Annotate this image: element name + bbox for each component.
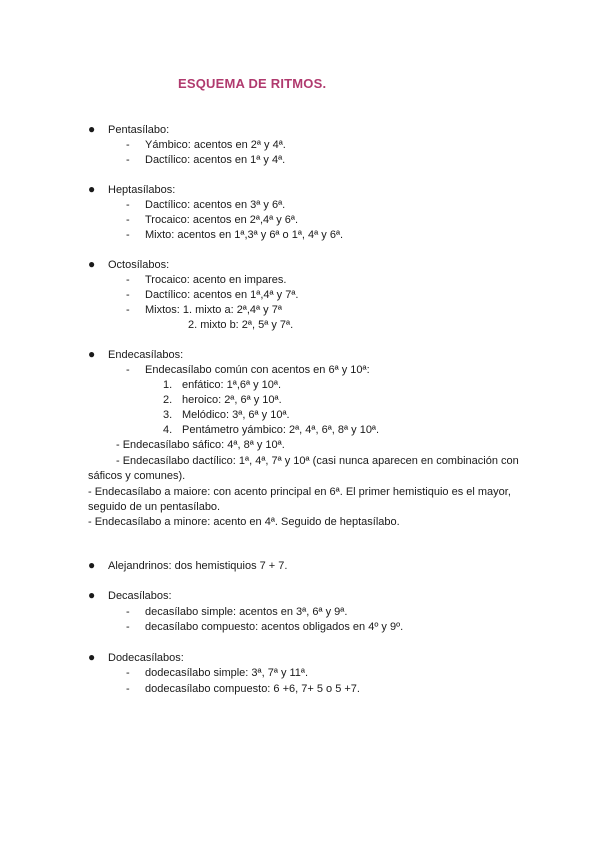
text-line: seguido de un pentasílabo. bbox=[88, 501, 221, 513]
dash-icon: - bbox=[126, 214, 130, 226]
list-number: 2. bbox=[163, 394, 173, 406]
list-item: dodecasílabo compuesto: 6 +6, 7+ 5 o 5 +7. bbox=[145, 683, 360, 695]
list-item-continuation: 2. mixto b: 2ª, 5ª y 7ª. bbox=[188, 319, 294, 331]
list-item: Trocaico: acentos en 2ª,4ª y 6ª. bbox=[145, 214, 299, 226]
bullet-icon: ● bbox=[88, 182, 96, 196]
numbered-item: heroico: 2ª, 6ª y 10ª. bbox=[182, 394, 282, 406]
list-number: 4. bbox=[163, 424, 173, 436]
list-item: Trocaico: acento en impares. bbox=[145, 274, 287, 286]
section-label: Endecasílabos: bbox=[108, 349, 184, 361]
list-item: Mixto: acentos en 1ª,3ª y 6ª o 1ª, 4ª y 6ª. bbox=[145, 229, 344, 241]
dash-icon: - bbox=[126, 606, 130, 618]
list-number: 1. bbox=[163, 379, 173, 391]
list-item: decasílabo simple: acentos en 3ª, 6ª y 9ª. bbox=[145, 606, 348, 618]
list-item: Yámbico: acentos en 2ª y 4ª. bbox=[145, 139, 286, 151]
dash-icon: - bbox=[126, 621, 130, 633]
bullet-icon: ● bbox=[88, 558, 96, 572]
dash-icon: - bbox=[126, 229, 130, 241]
dash-icon: - bbox=[126, 199, 130, 211]
list-item: decasílabo compuesto: acentos obligados en 4º y 9º. bbox=[145, 621, 404, 633]
list-item: Dactílico: acentos en 1ª,4ª y 7ª. bbox=[145, 289, 299, 301]
bullet-icon: ● bbox=[88, 257, 96, 271]
dash-icon: - bbox=[126, 304, 130, 316]
dash-icon: - bbox=[126, 154, 130, 166]
dash-icon: - bbox=[126, 139, 130, 151]
numbered-item: Pentámetro yámbico: 2ª, 4ª, 6ª, 8ª y 10ª. bbox=[182, 424, 380, 436]
section-label: Dodecasílabos: bbox=[108, 652, 184, 664]
text-line: - Endecasílabo a maiore: con acento principal en 6ª. El primer hemistiquio es el mayor, bbox=[88, 486, 511, 498]
dash-icon: - bbox=[126, 364, 130, 376]
section-label: Octosílabos: bbox=[108, 259, 170, 271]
section-label: Heptasílabos: bbox=[108, 184, 176, 196]
text-line: - Endecasílabo dactílico: 1ª, 4ª, 7ª y 10ª (casi nunca aparecen en combinación con bbox=[116, 455, 519, 467]
list-item: Dactílico: acentos en 1ª y 4ª. bbox=[145, 154, 286, 166]
numbered-item: Melódico: 3ª, 6ª y 10ª. bbox=[182, 409, 290, 421]
section-label: Alejandrinos: dos hemistiquios 7 + 7. bbox=[108, 560, 288, 572]
bullet-icon: ● bbox=[88, 650, 96, 664]
dash-icon: - bbox=[126, 274, 130, 286]
text-line: - Endecasílabo sáfico: 4ª, 8ª y 10ª. bbox=[116, 439, 285, 451]
dash-icon: - bbox=[126, 683, 130, 695]
list-item: Endecasílabo común con acentos en 6ª y 10ª: bbox=[145, 364, 370, 376]
text-line: - Endecasílabo a minore: acento en 4ª. Seguido de heptasílabo. bbox=[88, 516, 400, 528]
bullet-icon: ● bbox=[88, 588, 96, 602]
section-label: Decasílabos: bbox=[108, 590, 172, 602]
list-item: Mixtos: 1. mixto a: 2ª,4ª y 7ª bbox=[145, 304, 282, 316]
list-item: Dactílico: acentos en 3ª y 6ª. bbox=[145, 199, 286, 211]
dash-icon: - bbox=[126, 667, 130, 679]
list-item: dodecasílabo simple: 3ª, 7ª y 11ª. bbox=[145, 667, 309, 679]
section-label: Pentasílabo: bbox=[108, 124, 170, 136]
numbered-item: enfático: 1ª,6ª y 10ª. bbox=[182, 379, 282, 391]
text-line: sáficos y comunes). bbox=[88, 470, 186, 482]
list-number: 3. bbox=[163, 409, 173, 421]
page-title: ESQUEMA DE RITMOS. bbox=[178, 76, 327, 91]
bullet-icon: ● bbox=[88, 122, 96, 136]
dash-icon: - bbox=[126, 289, 130, 301]
bullet-icon: ● bbox=[88, 347, 96, 361]
